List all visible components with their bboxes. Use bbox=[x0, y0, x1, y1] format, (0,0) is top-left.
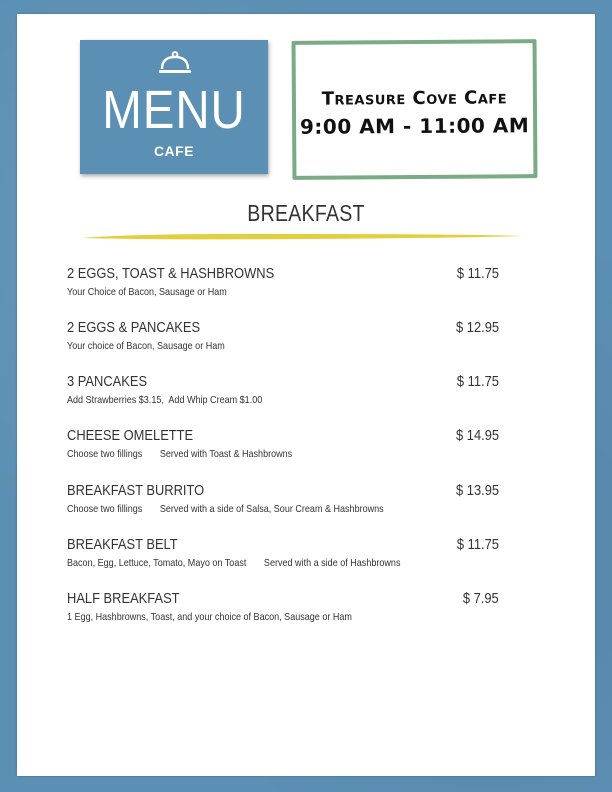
menu-item-name: 2 EGGS & PANCAKES bbox=[67, 319, 201, 336]
menu-item-description: 1 Egg, Hashbrowns, Toast, and your choice of Bacon, Sausage or Ham bbox=[67, 611, 352, 623]
section-title: BREAKFAST bbox=[247, 200, 365, 226]
menu-item-description: Your Choice of Bacon, Sausage or Ham bbox=[67, 286, 227, 298]
menu-title: MENU bbox=[102, 80, 246, 140]
hours-box bbox=[292, 39, 538, 180]
menu-item-name: 3 PANCAKES bbox=[67, 373, 148, 390]
cafe-name: Treasure Cove Cafe bbox=[321, 87, 508, 110]
menu-subtitle: CAFE bbox=[153, 143, 195, 159]
menu-item bbox=[67, 373, 507, 413]
menu-item-name: 2 EGGS, TOAST & HASHBROWNS bbox=[67, 265, 275, 282]
menu-item-price: $ 13.95 bbox=[455, 482, 499, 499]
menu-item-price: $ 7.95 bbox=[463, 590, 499, 607]
service-hours: 9:00 AM - 11:00 AM bbox=[299, 113, 530, 139]
menu-item bbox=[67, 319, 507, 359]
menu-item-price: $ 11.75 bbox=[456, 373, 499, 390]
menu-item bbox=[67, 482, 507, 522]
menu-item-description: Choose two fillings Served with Toast & Hashbrowns bbox=[67, 448, 293, 460]
menu-item-price: $ 11.75 bbox=[456, 536, 499, 553]
menu-item-description: Choose two fillings Served with a side of Salsa, Sour Cream & Hashbrowns bbox=[67, 503, 384, 515]
menu-item-description: Add Strawberries $3.15, Add Whip Cream $1.00 bbox=[67, 394, 263, 406]
menu-item-name: BREAKFAST BURRITO bbox=[67, 482, 205, 499]
menu-item-description: Bacon, Egg, Lettuce, Tomato, Mayo on Toast Served with a side of Hashbrowns bbox=[67, 557, 401, 569]
title-underline-swash bbox=[80, 230, 526, 242]
menu-logo-box bbox=[80, 40, 268, 174]
menu-item-name: HALF BREAKFAST bbox=[67, 590, 180, 607]
menu-item-name: CHEESE OMELETTE bbox=[67, 427, 194, 444]
menu-item bbox=[67, 536, 507, 576]
menu-item-price: $ 12.95 bbox=[455, 319, 499, 336]
serving-cloche-icon bbox=[158, 51, 192, 75]
menu-item-price: $ 11.75 bbox=[456, 265, 499, 282]
menu-item bbox=[67, 265, 507, 305]
menu-item-name: BREAKFAST BELT bbox=[67, 536, 178, 553]
menu-item bbox=[67, 427, 507, 467]
menu-item-price: $ 14.95 bbox=[455, 427, 499, 444]
menu-item-description: Your choice of Bacon, Sausage or Ham bbox=[67, 340, 225, 352]
menu-item bbox=[67, 590, 507, 630]
